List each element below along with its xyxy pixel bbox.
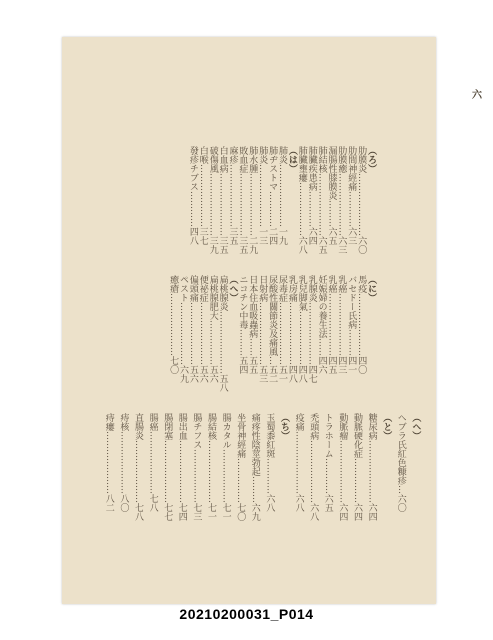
index-entry: 乳癌…………………四五 bbox=[326, 275, 337, 374]
index-entry: 痔瘻…………………八二 bbox=[103, 413, 114, 512]
index-entry: 白血病…………………三五 bbox=[217, 146, 228, 254]
index-entry: 漏腸性膝膜炎………六五 bbox=[326, 146, 337, 245]
section-header: （ヘ） bbox=[410, 413, 421, 440]
index-entry: 乳房痛…………………四八 bbox=[286, 275, 297, 383]
section-header: （ち） bbox=[279, 413, 289, 440]
section-header: （に） bbox=[366, 275, 377, 302]
index-entry: 偏頭痛…………………五六 bbox=[187, 275, 198, 383]
index-entry: 動脈硬化症……………六四 bbox=[352, 413, 362, 521]
index-entry: 扁桃腺肥大……………五六 bbox=[207, 275, 218, 383]
section-header: （と） bbox=[381, 413, 392, 440]
index-entry: 麻疹…………………三五 bbox=[227, 146, 238, 245]
index-entry: 坐骨神經痛……………七〇 bbox=[235, 413, 246, 521]
index-entry: 敗血症…………………三五 bbox=[237, 146, 248, 254]
index-entry: 動脈瘤…………………六四 bbox=[337, 413, 348, 521]
index-entry: 肺炎…………………一九 bbox=[277, 146, 287, 245]
page-number: 六 bbox=[472, 90, 482, 101]
index-entry: 肋間神經痛…………六三 bbox=[346, 146, 357, 245]
image-caption: 20210200031_P014 bbox=[179, 606, 314, 622]
index-entry: 便祕症…………………五六 bbox=[197, 275, 208, 383]
index-entry: 肋膜炎…………………六〇 bbox=[356, 146, 367, 254]
index-entry: 乳癌…………………四三 bbox=[336, 275, 347, 374]
index-entry: 肺臟疾患病…………六四 bbox=[306, 146, 317, 245]
index-entry: 肋膜癒…………………六三 bbox=[336, 146, 347, 254]
index-entry: 癒瘡…………………七〇 bbox=[168, 275, 179, 374]
index-entry: 腸閉塞…………………七七 bbox=[162, 413, 173, 521]
index-entry: 馬疫…………………四〇 bbox=[356, 275, 367, 374]
index-entry: 腸カタル………………七一 bbox=[220, 413, 231, 521]
index-entry: 扁桃腺炎…………………五八 bbox=[217, 275, 228, 392]
index-entry: 直腸炎…………………七八 bbox=[133, 413, 143, 521]
index-entry: トラホーム…………六五 bbox=[322, 413, 333, 512]
index-entry: 肺臟壅瘻………………六八 bbox=[296, 146, 307, 254]
index-entry: 乳兒脚氣………………四八 bbox=[296, 275, 307, 383]
index-entry: ペスト…………………六九 bbox=[178, 275, 188, 383]
index-entry: 糖尿病…………………六四 bbox=[366, 413, 377, 521]
index-entry: ヘブラ氏紅色糠疹…六〇 bbox=[395, 413, 406, 512]
index-entry: 肺結核…………………六五 bbox=[316, 146, 327, 254]
index-entry: 妊娠婦の養生法……四六 bbox=[316, 275, 327, 374]
index-entry: 日射病…………………五三 bbox=[257, 275, 268, 383]
index-entry: 痔核…………………八〇 bbox=[118, 413, 129, 512]
index-entry: 腸出血…………………七四 bbox=[176, 413, 187, 521]
index-entry: バセドー氏病………四一 bbox=[346, 275, 357, 374]
index-entry: 禿頭病…………………六八 bbox=[308, 413, 319, 521]
index-entry: 尿毒症…………………五一 bbox=[277, 275, 287, 383]
index-entry: 腸癌…………………七八 bbox=[147, 413, 158, 512]
section-header: （へ） bbox=[227, 275, 238, 302]
section-header: （は） bbox=[286, 146, 297, 173]
index-entry: 玉蜀黍紅斑…………六八 bbox=[264, 413, 275, 512]
index-entry: 腸チフス………………七三 bbox=[191, 413, 202, 521]
index-entry: ニコチン中毒………五四 bbox=[237, 275, 248, 374]
index-entry: 乳腺炎…………………四七 bbox=[306, 275, 317, 383]
index-entry: 白喉…………………三七 bbox=[197, 146, 208, 245]
index-entry: 發疹チブス…………四八 bbox=[187, 146, 198, 245]
index-entry: 肺炎…………………一三 bbox=[257, 146, 268, 245]
index-entry: 尿酸性關節炎及痛風…五二 bbox=[267, 275, 278, 383]
index-entry: 疫痛…………………六八 bbox=[293, 413, 304, 512]
index-entry: 日本住血吸蟲病……五五 bbox=[247, 275, 258, 374]
index-entry: 腸結核…………………七一 bbox=[206, 413, 216, 521]
index-entry: 肺水腫…………………二九 bbox=[247, 146, 258, 254]
index-entry: 破傷風…………………三九 bbox=[207, 146, 218, 254]
section-header: （ろ） bbox=[366, 146, 377, 173]
index-entry: 痛疼性陰莖勃起………六九 bbox=[249, 413, 260, 521]
index-entry: 肺ヂストマ…………二四 bbox=[267, 146, 278, 245]
